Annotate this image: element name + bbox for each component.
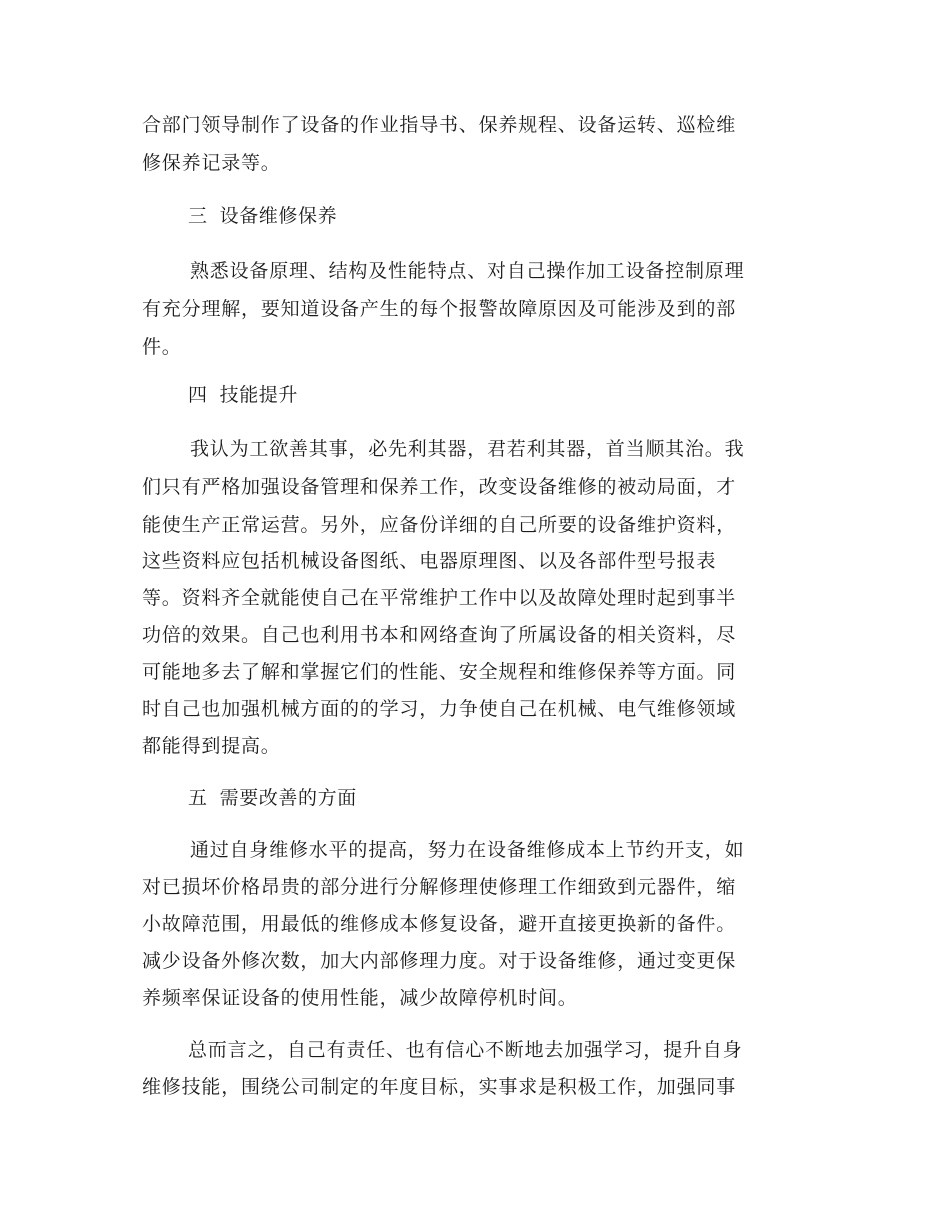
paragraph-line: 有充分理解，要知道设备产生的每个报警故障原因及可能涉及到的部 — [142, 298, 737, 320]
paragraph-line: 等。资料齐全就能使自己在平常维护工作中以及故障处理时起到事半 — [142, 587, 737, 609]
section-heading — [188, 380, 298, 410]
paragraph-line: 减少设备外修次数，加大内部修理力度。对于设备维修，通过变更保 — [142, 950, 737, 972]
paragraph-line: 这些资料应包括机械设备图纸、电器原理图、以及各部件型号报表 — [142, 550, 717, 572]
paragraph-line: 可能地多去了解和掌握它们的性能、安全规程和维修保养等方面。同 — [142, 661, 737, 683]
section-heading — [188, 201, 337, 231]
paragraph-line: 件。 — [142, 336, 182, 358]
paragraph-line: 合部门领导制作了设备的作业指导书、保养规程、设备运转、巡检维 — [142, 114, 737, 136]
paragraph-line: 小故障范围，用最低的维修成本修复设备，避开直接更换新的备件。 — [142, 913, 737, 935]
paragraph-line: 都能得到提高。 — [142, 735, 281, 757]
section-number: 三 — [188, 205, 208, 227]
paragraph-line: 通过自身维修水平的提高，努力在设备维修成本上节约开支，如 — [190, 839, 745, 861]
section-number: 四 — [188, 384, 208, 406]
paragraph-line: 功倍的效果。自己也利用书本和网络查询了所属设备的相关资料，尽 — [142, 624, 737, 646]
paragraph-line: 熟悉设备原理、结构及性能特点、对自己操作加工设备控制原理 — [190, 260, 745, 282]
paragraph-line: 总而言之，自己有责任、也有信心不断地去加强学习，提升自身 — [188, 1039, 743, 1061]
section-heading — [188, 783, 357, 813]
section-number: 五 — [188, 787, 208, 809]
paragraph-line: 维修技能，围绕公司制定的年度目标，实事求是积极工作，加强同事 — [142, 1076, 737, 1098]
section-title: 设备维修保养 — [219, 205, 338, 227]
paragraph-line: 修保养记录等。 — [142, 152, 281, 174]
section-title: 技能提升 — [219, 384, 299, 406]
paragraph-line: 能使生产正常运营。另外，应备份详细的自己所要的设备维护资料， — [142, 514, 737, 536]
paragraph-line: 时自己也加强机械方面的的学习，力争使自己在机械、电气维修领域 — [142, 698, 737, 720]
paragraph-line: 对已损坏价格昂贵的部分进行分解修理使修理工作细致到元器件，缩 — [142, 876, 737, 898]
paragraph-line: 们只有严格加强设备管理和保养工作，改变设备维修的被动局面，才 — [142, 476, 737, 498]
paragraph-line: 我认为工欲善其事，必先利其器，君若利其器，首当顺其治。我 — [190, 438, 745, 460]
section-title: 需要改善的方面 — [219, 787, 357, 809]
paragraph-line: 养频率保证设备的使用性能，减少故障停机时间。 — [142, 987, 578, 1009]
